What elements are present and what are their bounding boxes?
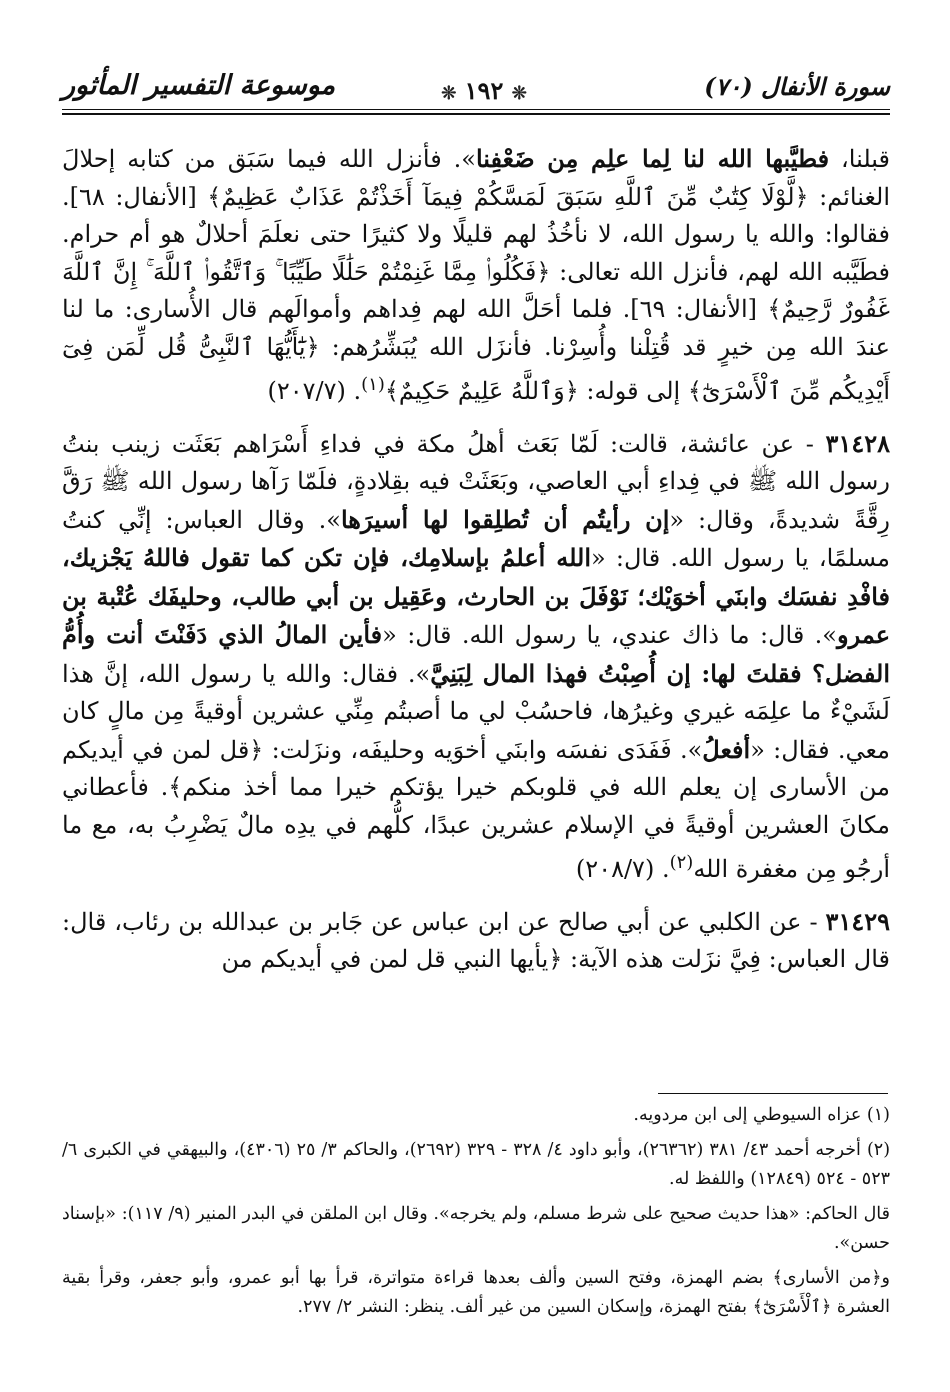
ornament-left-icon: ❊ bbox=[441, 83, 457, 104]
page-number-group bbox=[424, 76, 544, 105]
footnote-2: (٢) أخرجه أحمد ٤٣/ ٣٨١ (٢٦٣٦٢)، وأبو داود ٤/ ٣٢٨ - ٣٢٩ (٢٦٩٢)، والحاكم ٣/ ٢٥ (٤٣٠٦)، والبيهقي في الكبرى ٦/ ٥٢٣ - ٥٢٤ (١٢٨٤٩) واللفظ له. bbox=[62, 1140, 891, 1189]
volume-reference: . (٢٠٧/٧) bbox=[267, 377, 362, 405]
hadith-31428 bbox=[62, 425, 890, 889]
hadith-31429 bbox=[62, 903, 890, 979]
page-header bbox=[62, 62, 890, 118]
text-run: ». وقال العباس: إنِّي كنتُ مسلمًا، يا رسول الله. قال: « bbox=[62, 505, 890, 572]
text-run: - عن الكلبي عن أبي صالح عن ابن عباس عن جَابر بن عبدالله بن رئاب، قال: قال العباس: فِيَّ نزَلت هذه الآية: ﴿يأيها النبي قل لمن في أيديكم من bbox=[62, 907, 890, 973]
book-running-title: موسوعة التفسير المأثور bbox=[62, 70, 336, 101]
ornament-right-icon: ❊ bbox=[511, 83, 527, 104]
hadith-number: ٣١٤٢٩ bbox=[825, 906, 890, 936]
text-run: ». فَفَدَى نفسَه وابنَي أخوَيه وحليفَه، ونزَلت: ﴿قل لمن في أيديكم من الأسارى إن يعلم الله في قلوبكم خيرا يؤتكم خيرا مما أخذ منكم﴾. فأعطاني مكانَ العشرين أوقيةً في الإسلام عشرين عبدًا، كلُّهم في يدِه مالٌ يَضْرِبُ به، مع ما أرجُو مِن مغفرة الله bbox=[62, 735, 890, 883]
prophet-speech: الله أعلمُ بإسلامِك، فإن تكن كما تقول فاللهُ يَجْزيك، فافْدِ نفسَك وابنَي أخوَيْك؛ نَوْفَلَ بن الحارث، وعَقِيل بن أبي طالب، وحليفَك عُتْبة بن عمرو bbox=[62, 543, 891, 649]
footnote-rule bbox=[658, 1093, 888, 1094]
text-run: - عن عائشة، قالت: لَمّا بَعَث أهلُ مكة في فداءِ أَسْرَاهم بَعَثَت زينب بنتُ رسول الله ﷺ في فِداءِ أبي العاصي، وبَعَثَتْ فيه بقِلادةٍ، فلَمّا رَآها رسول الله ﷺ رَقَّ رِقَّةً شديدةً، وقال: « bbox=[62, 429, 891, 534]
header-rule-thin bbox=[62, 109, 890, 110]
footnotes bbox=[62, 1101, 890, 1328]
text-run: ». قال: ما ذاك عندي، يا رسول الله. قال: « bbox=[382, 621, 837, 649]
footnote-marker: (١) bbox=[361, 374, 385, 395]
footnote-marker: (٢) bbox=[669, 852, 694, 873]
page-number: ١٩٢ bbox=[464, 76, 504, 105]
prophet-speech: فطيَّبها الله لنا لِما علِم مِن ضَعْفِنا bbox=[475, 144, 830, 173]
footnote-1: (١) عزاه السيوطي إلى ابن مردويه. bbox=[633, 1105, 890, 1125]
text-run: قبلنا، bbox=[829, 145, 891, 173]
prophet-speech: إن رأيتُم أن تُطلِقوا لها أسيرَها bbox=[340, 504, 670, 534]
text-run: ». فقال: والله يا رسول الله، إنَّ هذا لَشَيْءٌ ما علِمَه غيري وغيرُها، فاحسُبْ لي ما أصبتُم مِنِّي عشرين أوقيةً مِن مالٍ كان معي. فقال: « bbox=[62, 659, 890, 764]
header-rule-thick bbox=[62, 113, 890, 115]
paragraph-continuation bbox=[62, 140, 890, 411]
hadith-number: ٣١٤٢٨ bbox=[825, 428, 890, 458]
volume-reference: . (٢٠٨/٧) bbox=[575, 855, 670, 883]
prophet-speech: فأين المالُ الذي دَفَنْتَ أنت وأُمُّ الفضل؟ فقلتَ لها: إن أُصِبْتُ فهذا المال لِبَنِيَّ bbox=[62, 620, 890, 688]
footnote-2-hakim: قال الحاكم: «هذا حديث صحيح على شرط مسلم، ولم يخرجه». وقال ابن الملقن في البدر المنير (٩/ ١١٧): «بإسناد حسن». bbox=[62, 1204, 891, 1253]
main-text bbox=[62, 140, 890, 979]
surah-running-title: سورة الأنفال (٧٠) bbox=[704, 72, 890, 101]
footnote-2-qiraat: و﴿من الأسارى﴾ بضم الهمزة، وفتح السين وألف بعدها قراءة متواترة، قرأ بها أبو عمرو، وأبو جعفر، وقرأ بقية العشرة ﴿ٱلْأَسْرَىٰٓ﴾ بفتح الهمزة، وإسكان السين من غير ألف. ينظر: النشر ٢/ ٢٧٧. bbox=[62, 1268, 890, 1317]
text-run: ». فأنزل الله فيما سَبَق من كتابه إحلالَ الغنائم: ﴿لَّوْلَا كِتَٰبٌ مِّنَ ٱللَّهِ سَبَقَ لَمَسَّكُمْ فِيمَآ أَخَذْتُمْ عَذَابٌ عَظِيمٌ﴾ [الأنفال: ٦٨]. فقالوا: والله يا رسول الله، لا نأخُذُ لهم قليلًا ولا كثيرًا حتى نعلَمَ أحلالٌ هو أم حرام. فطَيَّبه الله لهم، فأنزل الله تعالى: ﴿فَكُلُوا۟ مِمَّا غَنِمْتُمْ حَلَٰلًا طَيِّبًا ۚ وَٱتَّقُوا۟ ٱللَّهَ ۚ إِنَّ ٱللَّهَ غَفُورٌ رَّحِيمٌ﴾ [الأنفال: ٦٩]. فلما أحَلَّ الله لهم فِداهم وأموالَهم قال الأُسارى: ما لنا عندَ الله مِن خيرٍ قد قُتِلْنا وأُسِرْنا. فأنزَل الله يُبَشِّرُهم: ﴿يَٰٓأَيُّهَا ٱلنَّبِىُّ قُل لِّمَن فِىٓ أَيْدِيكُم مِّنَ ٱلْأَسْرَىٰٓ﴾ إلى قوله: ﴿وَٱللَّهُ عَلِيمٌ حَكِيمٌ﴾ bbox=[62, 145, 890, 405]
prophet-speech: أفعلُ bbox=[702, 734, 751, 764]
